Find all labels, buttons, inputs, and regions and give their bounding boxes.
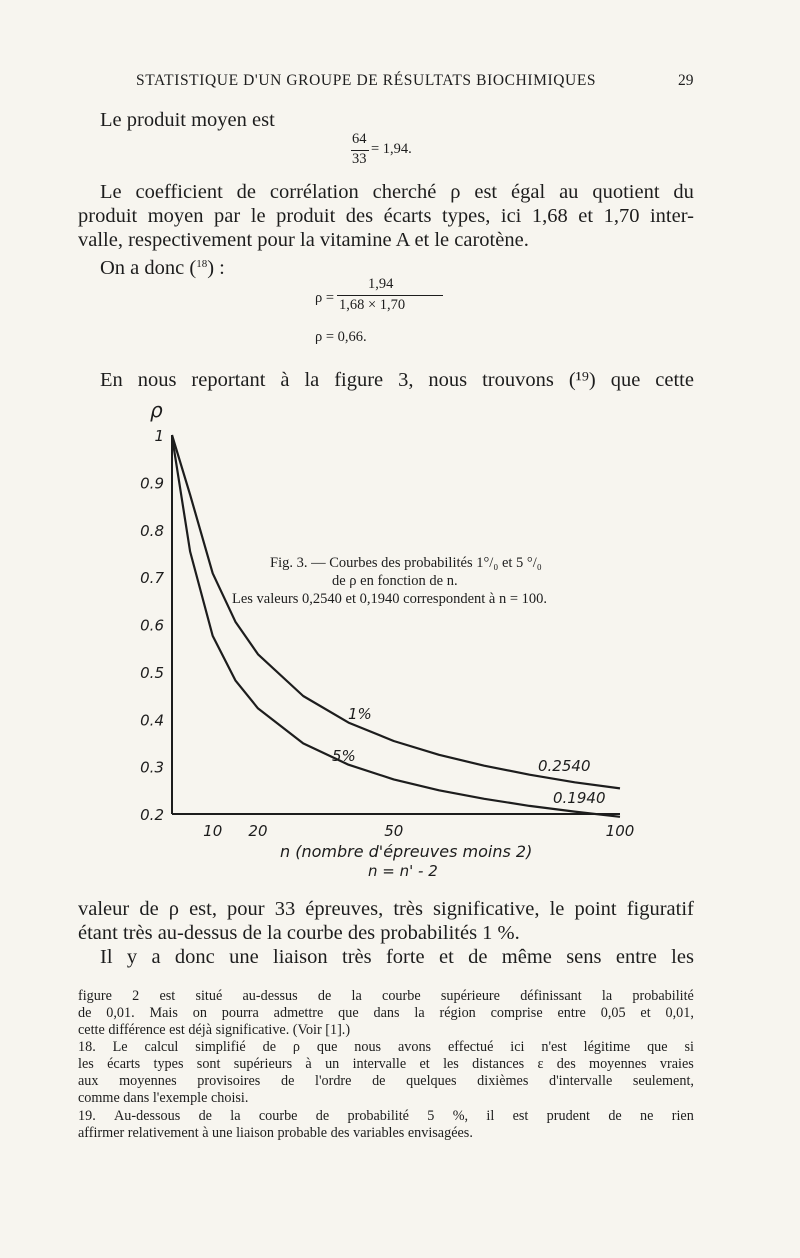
word: la <box>601 988 613 1004</box>
word: et <box>640 1005 651 1021</box>
word: des <box>556 1056 576 1072</box>
word: intervalle <box>352 1056 407 1072</box>
word: admettre <box>273 1005 324 1021</box>
word: et <box>438 946 454 968</box>
footnote-18-line: comme dans l'exemple choisi. <box>78 1090 249 1106</box>
running-header: STATISTIQUE D'UN GROUPE DE RÉSULTATS BIOCHIMIQUES <box>136 72 597 89</box>
word: d'intervalle <box>549 1073 613 1089</box>
word: que <box>316 1039 338 1055</box>
series-label: 5% <box>332 747 356 765</box>
word: figure <box>78 988 112 1004</box>
word: quelques <box>406 1073 457 1089</box>
word: au <box>559 181 579 203</box>
word: ici <box>510 1039 525 1055</box>
word: probabilité <box>347 1108 409 1124</box>
page-number: 29 <box>678 72 694 89</box>
word: a <box>151 946 161 968</box>
word: à <box>305 1056 312 1072</box>
word: calcul <box>144 1039 179 1055</box>
word: pourra <box>221 1005 259 1021</box>
series-end-label: 0.1940 <box>553 789 606 807</box>
word: significative, <box>433 898 540 920</box>
word: cherché <box>372 181 437 203</box>
x-tick-label: 100 <box>605 822 635 840</box>
word: et <box>578 205 594 227</box>
word: 0,01. <box>106 1005 135 1021</box>
word: supérieurs <box>233 1056 293 1072</box>
word: 3, <box>398 369 414 391</box>
paragraph-line: étant très au-dessus de la courbe des probabilités 1 %. <box>78 922 520 944</box>
footnote-line: cette différence est déjà significative. (Voir [1].) <box>78 1022 351 1038</box>
word: à <box>280 369 290 391</box>
word: 2 <box>132 988 140 1004</box>
paragraph-line <box>100 368 694 392</box>
word: quotient <box>592 181 660 203</box>
word: vraies <box>659 1056 694 1072</box>
word: 5 <box>427 1108 435 1124</box>
word: la <box>414 1005 425 1021</box>
word: aux <box>78 1073 99 1089</box>
word: égal <box>511 181 546 203</box>
word: le <box>549 898 565 920</box>
word: écarts <box>383 205 432 227</box>
word: de <box>139 898 159 920</box>
word: le <box>250 205 266 227</box>
word: les <box>78 1056 94 1072</box>
word: ρ <box>168 898 179 920</box>
word: de <box>78 1005 92 1021</box>
word: de <box>468 946 488 968</box>
word: valeur <box>78 898 130 920</box>
word: les <box>671 946 694 968</box>
word: 1,68 <box>531 205 568 227</box>
word: figuratif <box>626 898 694 920</box>
y-tick-label: 0.9 <box>140 474 164 493</box>
equation-result: ρ = 0,66. <box>315 329 367 345</box>
x-tick-label: 20 <box>248 822 268 840</box>
word: trouvons <box>482 369 554 391</box>
word: région <box>439 1005 476 1021</box>
word: entre <box>615 946 657 968</box>
word: point <box>574 898 617 920</box>
word: du <box>673 181 694 203</box>
equation-bar <box>337 295 443 296</box>
word: est <box>512 1108 529 1124</box>
footnote-18-line <box>78 1056 694 1074</box>
word: corrélation <box>269 181 359 203</box>
word: types <box>153 1056 184 1072</box>
fraction-denominator: 33 <box>352 151 367 167</box>
x-tick-labels <box>203 822 634 840</box>
word: produit <box>78 205 138 227</box>
word: de <box>236 181 257 203</box>
word: moyen <box>147 205 204 227</box>
word: légitime <box>583 1039 631 1055</box>
word: distances <box>472 1056 525 1072</box>
y-tick-label: 0.3 <box>140 758 164 777</box>
footnote-line <box>78 1005 694 1023</box>
word: types, <box>441 205 491 227</box>
word: nous <box>428 369 468 391</box>
word: par <box>214 205 241 227</box>
word: y <box>126 946 138 968</box>
word: Il <box>100 946 113 968</box>
figure-caption-line3: Les valeurs 0,2540 et 0,1940 correspondent à n = 100. <box>232 591 548 607</box>
word: un <box>325 1056 340 1072</box>
x-tick-label: 10 <box>203 822 223 840</box>
word: est <box>474 181 498 203</box>
y-tick-labels <box>140 427 164 824</box>
word: 0,05 <box>600 1005 626 1021</box>
word: si <box>684 1039 694 1055</box>
word: cette <box>655 369 694 391</box>
word: avons <box>397 1039 432 1055</box>
word: que <box>338 1005 359 1021</box>
word: une <box>229 946 259 968</box>
paragraph-line: valle, respectivement pour la vitamine A et le carotène. <box>78 229 529 251</box>
word: sont <box>196 1056 221 1072</box>
paragraph-line <box>100 945 694 969</box>
word: pour <box>227 898 265 920</box>
word: de <box>317 988 332 1004</box>
word: et <box>419 1056 430 1072</box>
word: écarts <box>107 1056 141 1072</box>
y-tick-label: 0.6 <box>140 616 164 635</box>
word: de <box>262 1039 276 1055</box>
word: entre <box>557 1005 586 1021</box>
footnote-18-line <box>78 1039 694 1057</box>
word: ρ <box>292 1039 300 1055</box>
figure-caption-line2: de ρ en fonction de n. <box>332 573 458 589</box>
word: supérieure <box>440 988 500 1004</box>
paragraph-line <box>78 204 694 228</box>
word: 1,70 <box>603 205 640 227</box>
word: il <box>486 1108 495 1124</box>
word: ρ <box>450 181 461 203</box>
fraction-numerator: 64 <box>352 131 367 147</box>
word: simplifié <box>195 1039 246 1055</box>
word: de <box>280 1073 295 1089</box>
word: des <box>345 205 374 227</box>
word: En <box>100 369 123 391</box>
y-tick-label: 1 <box>154 427 164 445</box>
y-tick-label: 0.4 <box>140 711 164 730</box>
fraction-result: = 1,94. <box>371 141 412 157</box>
word: nous <box>354 1039 382 1055</box>
word: donc <box>174 946 215 968</box>
figure-caption-line1: Fig. 3. — Courbes des probabilités 1°/₀ et 5 °/₀ <box>270 555 542 571</box>
word: situé <box>195 988 223 1004</box>
body-line: Le produit moyen est <box>100 109 275 131</box>
word: (¹⁹) <box>568 369 596 391</box>
word: coefficient <box>135 181 223 203</box>
paragraph-line <box>100 180 694 204</box>
y-tick-label: 0.5 <box>140 663 164 682</box>
word: épreuves, <box>305 898 384 920</box>
word: Mais <box>149 1005 178 1021</box>
word: très <box>342 946 372 968</box>
word: la <box>351 988 362 1004</box>
word: rien <box>671 1108 694 1124</box>
paragraph-line: On a donc ($^{18}$) : <box>100 257 225 279</box>
curve-1pct <box>172 435 620 788</box>
word: 18. <box>78 1039 96 1055</box>
footnote-ref: 18 <box>196 258 208 270</box>
word: les <box>443 1056 459 1072</box>
word: comprise <box>490 1005 543 1021</box>
word: même <box>501 946 552 968</box>
word: définissant <box>520 988 582 1004</box>
figure-3-chart <box>120 395 680 885</box>
word: la <box>304 369 320 391</box>
series-end-label: 0.2540 <box>538 757 591 775</box>
equation-numerator: 1,94 <box>368 276 394 292</box>
word: moyennes <box>589 1056 647 1072</box>
word: au-dessus <box>242 988 298 1004</box>
footnote-18-line <box>78 1073 694 1091</box>
y-axis-label: ρ <box>150 398 163 422</box>
x-tick-label: 50 <box>384 822 404 840</box>
chart-curves <box>172 435 620 817</box>
word: que <box>610 369 641 391</box>
word: figure <box>334 369 384 391</box>
word: de <box>372 1073 386 1089</box>
word: la <box>230 1108 241 1124</box>
word: 33 <box>274 898 296 920</box>
word: est, <box>189 898 217 920</box>
footnote-line <box>78 988 694 1006</box>
word: ε <box>537 1056 544 1072</box>
word: inter- <box>649 205 694 227</box>
word: très <box>393 898 423 920</box>
word: de <box>608 1108 622 1124</box>
word: ne <box>640 1108 654 1124</box>
word: courbe <box>382 988 421 1004</box>
word: 0,01, <box>665 1005 694 1021</box>
word: seulement, <box>632 1073 694 1089</box>
y-tick-label: 0.2 <box>140 806 164 824</box>
word: reportant <box>191 369 266 391</box>
word: sens <box>566 946 602 968</box>
y-tick-label: 0.7 <box>140 569 164 588</box>
word: prudent <box>546 1108 590 1124</box>
word: l'ordre <box>315 1073 352 1089</box>
word: ici <box>500 205 522 227</box>
word: que <box>647 1039 668 1055</box>
x-axis-label-2: n = n' - 2 <box>368 862 438 880</box>
word: 19. <box>78 1108 96 1124</box>
word: produit <box>276 205 336 227</box>
footnote-19-line <box>78 1108 694 1126</box>
word: de <box>315 1108 330 1124</box>
word: Au-dessous <box>114 1108 181 1124</box>
word: liaison <box>273 946 328 968</box>
word: moyennes <box>119 1073 177 1089</box>
y-tick-label: 0.8 <box>140 521 164 540</box>
word: dixièmes <box>477 1073 529 1089</box>
word: provisoires <box>197 1073 261 1089</box>
word: n'est <box>541 1039 567 1055</box>
word: effectué <box>447 1039 494 1055</box>
x-axis-label: n (nombre d'épreuves moins 2) <box>280 842 533 861</box>
word: %, <box>452 1108 469 1124</box>
word: dans <box>373 1005 400 1021</box>
word: nous <box>137 369 177 391</box>
word: est <box>159 988 176 1004</box>
word: Le <box>100 181 122 203</box>
word: de <box>198 1108 212 1124</box>
paragraph-line <box>78 897 694 921</box>
series-label: 1% <box>348 705 372 723</box>
equation-denominator: 1,68 × 1,70 <box>339 297 406 313</box>
word: on <box>192 1005 207 1021</box>
word: forte <box>385 946 425 968</box>
footnote-19-line: affirmer relativement à une liaison probable des variables envisagées. <box>78 1125 473 1141</box>
word: probabilité <box>632 988 694 1004</box>
word: Le <box>112 1039 128 1055</box>
word: courbe <box>258 1108 298 1124</box>
equation-lhs: ρ = <box>315 290 335 306</box>
